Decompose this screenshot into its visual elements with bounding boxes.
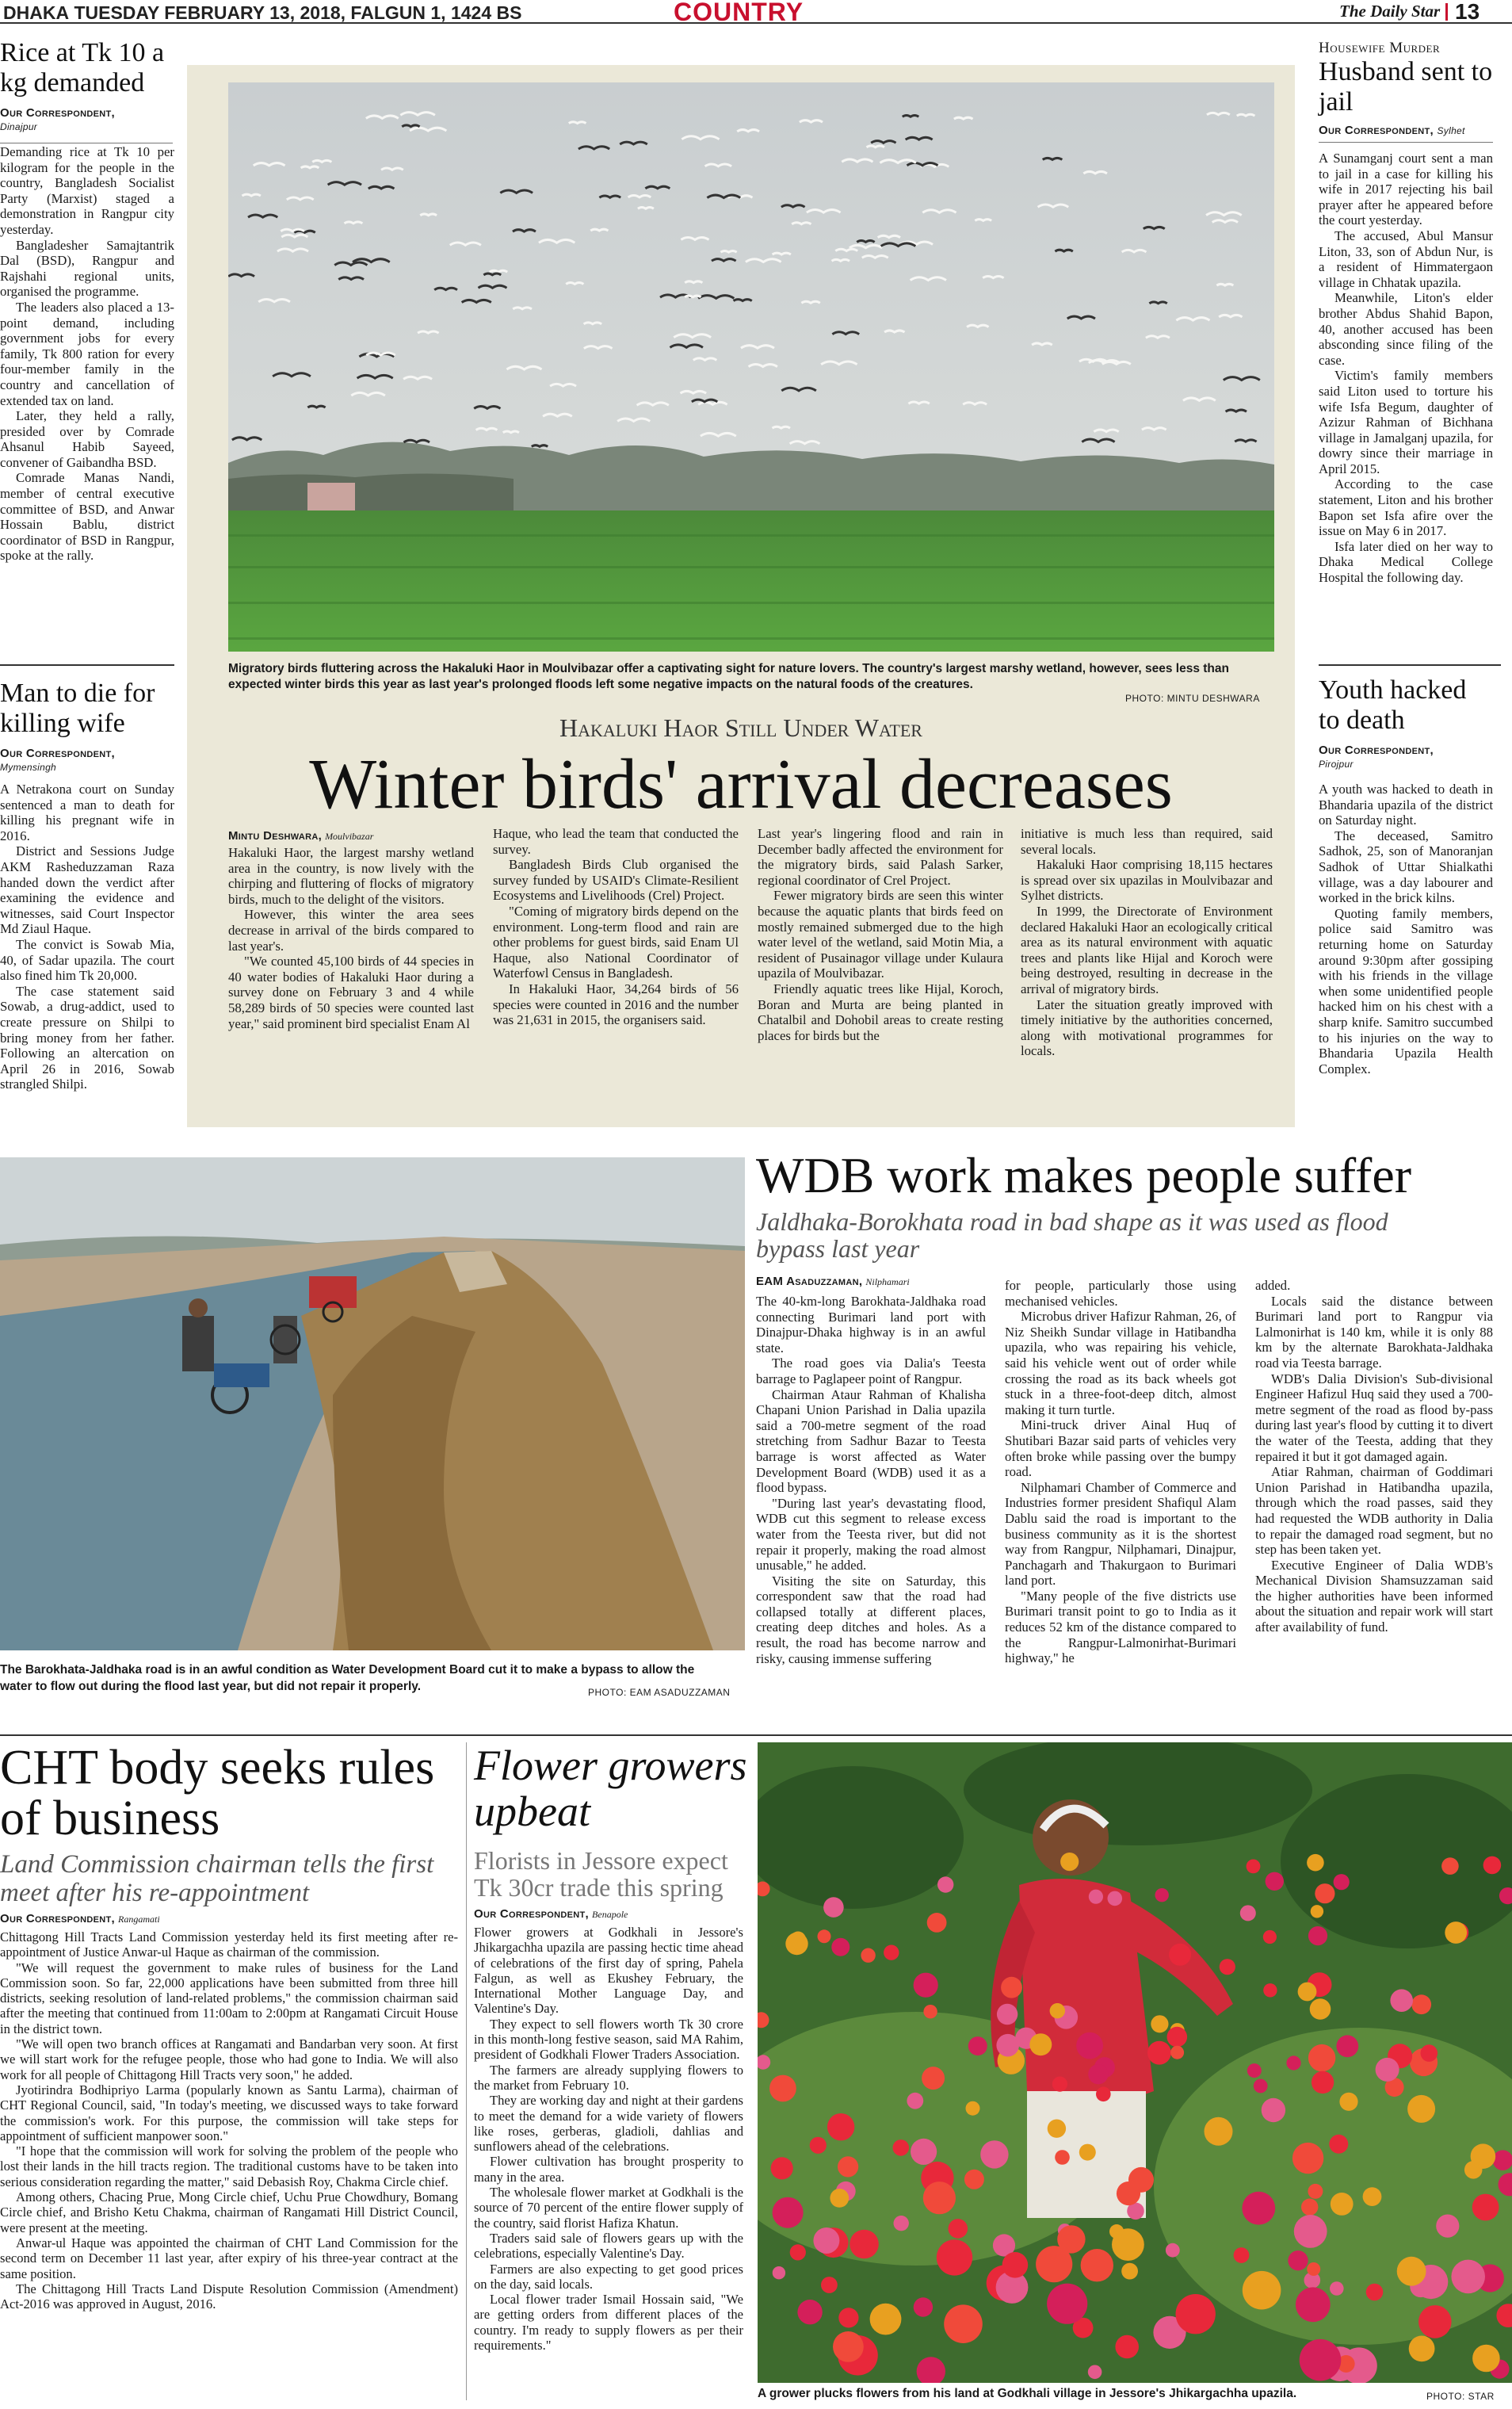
flower [1390,1989,1413,2012]
flower [1121,2263,1138,2280]
bird [801,301,819,303]
subhead: Jaldhaka-Borokhata road in bad shape as it was used as flood bypass last year [756,1207,1388,1263]
flower [1240,1905,1256,1921]
bird [503,431,519,433]
bird [638,208,654,209]
road-photo [0,1157,745,1650]
bird [685,296,701,297]
flower [1312,2071,1334,2094]
bird [532,445,548,447]
flower [1334,1874,1350,1890]
flower [1451,2260,1485,2294]
flower [1170,2046,1184,2059]
bird [773,426,791,428]
flower [1247,1860,1261,1874]
flower [1242,2192,1275,2225]
flower [1057,2225,1085,2253]
bird [566,283,583,285]
bird [490,270,508,272]
bird [590,229,608,231]
headline: Winter birds' arrival decreases [309,745,1173,824]
flower [1472,2194,1499,2221]
flower [1311,1905,1323,1918]
flower [1296,2287,1331,2322]
flower [830,2189,849,2208]
flower [914,1973,938,1998]
flower [1307,2262,1320,2276]
flower [831,1938,850,1956]
article-body: A Netrakona court on Sunday sentenced a man to death for killing his pregnant wife in 2016. District and Sessions Judge AKM Rasheduzzaman Raza handed down the verdict after examining the evidence and witnesses, said Court Inspector Md Ziaul Haque. The convict is Sowab Mia, 40, of Sadar upazila. The court also fined him Tk 20,000. The case statement said Sowab, a drug-addict, used to create pressure on Shilpi to bring money from her father. Following an altercation on April 26 in 2016, Sowab strangled Shilpi. [0,782,174,1092]
flower [1205,2117,1233,2146]
flower [1096,2087,1111,2102]
bird [734,300,752,301]
photo-caption: Migratory birds fluttering across the Hakaluki Haor in Moulvibazar offer a captivating sight for nature lovers. The country's largest marshy wetland, however, sees less than expected winter birds this year as last year's prolonged floods left some negative impacts on the natural foods of the creatures. [228,662,1229,691]
bird [1216,284,1233,285]
flower [850,2230,879,2259]
photo-credit: PHOTO: MINTU DESHWARA [1125,693,1260,704]
flower [964,2170,984,2189]
flower [1292,2143,1323,2174]
flower-grower-photo [758,1742,1512,2383]
flower [1001,1977,1022,1998]
flower [1047,2284,1087,2324]
headline: CHT body seeks rules of business [0,1741,435,1845]
flower [823,1897,844,1918]
distant-building [307,483,355,510]
flower [949,2219,968,2239]
bird [792,223,811,224]
flower [838,2156,858,2177]
article-body-col3: added. Locals said the distance between Burimari land port to Rangpur via Lalmonirhat is 140 km, while it is only 88 km by the alternate Barokhata-Jaldhaka road via Teesta barrage. WDB's Dalia Division's Sub-divisional Engineer Hafizul Huq said they used a 700-metre segment of the road as flood by-pass during last year's flood by cutting it to divert the water of the Teesta, adding that they repaired it but it got damaged again. Atiar Rahman, chairman of Goddimari Union Parishad in Hatibandha upazila, through which the road passes, said they had requested the WDB authority in Dalia to repair the damaged road segment, but no step has been taken yet. Executive Engineer of Dalia WDB's Mechanical Division Shamsuzzaman said the higher authorities have been informed about the situation and repair work will start after availability of fund. [1255,1278,1493,1635]
flower [818,1929,831,1943]
flower [1234,2247,1250,2263]
headline: Husband sent to jail [1319,57,1493,117]
flower [1115,2335,1139,2359]
flower [1262,2098,1285,2122]
flower [1050,2003,1065,2018]
flower [1339,2093,1357,2111]
bird [301,166,319,168]
article-body-col4: initiative is much less than required, said several locals. Hakaluki Haor comprising 18,115 hectares is spread over six upazilas in Moulvibazar and Sylhet districts. In 1999, the Directorate of Environment declared Hakaluki Haor an ecologically critical area as its natural environment with aquatic trees and plants like Hijal and Koroch were being destroyed, resulting in decrease in the arrival of migratory birds. Later the situation greatly improved with timely initiative by the authorities concerned, along with motivational programmes for locals. [1021,826,1273,1059]
flower [838,2308,858,2327]
flower [1243,2271,1281,2310]
bird [720,250,736,252]
bird [975,220,991,221]
flower [1294,2215,1327,2248]
section-title: COUNTRY [674,0,804,26]
flower [1471,2143,1496,2169]
flower [1002,2252,1029,2278]
flower [1167,2027,1188,2048]
flower [1308,2184,1323,2199]
flower [1336,2035,1358,2057]
flower [1052,2077,1067,2092]
flower [997,2004,1018,2025]
flower [1176,2294,1216,2334]
article-body-col2: Haque, who lead the team that conducted the survey. Bangladesh Birds Club organised the survey funded by USAID's Climate-Resilient Ecosystems and Livelihoods (Crel) Project. "Coming of migratory birds depend on the environment. Long-term flood and rain are other problems for guest birds, said Enam Ul Haque, also National Coordinator of Waterfowl Census in Bangladesh. In Hakaluki Haor, 34,264 birds of 56 species were counted in 2016 and the number was 21,631 in 2015, the organisers said. [493,826,739,1028]
flower [1407,2095,1435,2123]
flower [1307,1854,1324,1872]
flower [1079,2144,1096,2161]
flower [1301,2199,1318,2216]
bird [402,125,419,127]
photo-credit: PHOTO: EAM ASADUZZAMAN [588,1687,731,1698]
flower [1109,2224,1124,2239]
flower [1220,1959,1235,1975]
flower [773,2197,804,2228]
flower [922,2067,945,2090]
flower [1331,2193,1354,2216]
divider [0,1734,1512,1736]
article-body: A Sunamganj court sent a man to jail in a case for killing his wife in 2017 rejecting his bail prayer after he appeared before the court yesterday. The accused, Abul Mansur Liton, 33, son of Abdun Nur, is a resident of Himmatergaon village in Chhatak upazila. Meanwhile, Liton's elder brother Abdus Shahid Bapon, 40, another accused has been absconding since filing of the case. Victim's family members said Liton used to torture his wife Isfa Begum, daughter of Azizur Rahman of Bichhana village in Jamalganj upazila, for dowry since their marriage in April 2015. According to the case statement, Liton and his brother Bapon set Isfa afire over the issue on May 6 in 2017. Isfa later died on her way to Dhaka Medical College Hospital the following day. [1319,151,1493,586]
flower [1088,2064,1108,2084]
flower [769,2075,796,2102]
flower [1029,2033,1052,2055]
flower [821,2277,838,2293]
flower [1363,2187,1382,2206]
byline: Our Correspondent, Sylhet [1319,124,1465,137]
bird [1055,250,1072,251]
article-man-to-die [0,679,174,1092]
flower [907,2093,923,2109]
kicker: Housewife Murder [1319,40,1441,56]
byline: Our Correspondent, Rangamati [0,1912,160,1925]
flower-field-illustration [758,1742,1512,2383]
byline: Our Correspondent, Mymensingh [0,747,116,773]
birds-illustration [228,82,1274,652]
flower [1060,1853,1079,1871]
flower [1263,1983,1277,1997]
flower [1421,2044,1438,2062]
byline: Our Correspondent, Dinajpur [0,106,116,132]
flower [911,2139,937,2165]
page-number: 13 [1455,0,1480,24]
article-housewife [1319,40,1493,586]
flower [797,2300,822,2324]
flower [944,2304,983,2343]
flower [1366,2284,1384,2301]
bird [903,116,919,117]
bird [954,117,973,119]
flower [1441,1857,1459,1875]
article-rice [0,38,174,564]
divider [1319,664,1501,666]
bird [584,323,602,324]
headline: Man to die for killing wife [0,679,155,738]
flower [968,2036,987,2055]
flower [1151,2015,1168,2032]
flower [790,2244,806,2260]
flower [1298,1983,1317,2002]
bird [1149,302,1166,304]
flower [1411,1994,1431,2014]
headline: WDB work makes people suffer [756,1147,1412,1203]
flower [1117,2181,1140,2205]
article-body-col3: Last year's lingering flood and rain in December badly affected the environment for the migratory birds, said Palash Sarker, regional coordinator of Crel Project. Fewer migratory birds are seen this winter because the aquatic plants that birds feed on mostly remained submerged due to the high water level of the wetland, said Motin Mia, a resident of Pusainagor village under Kulaura upazila of Moulvibazar. Friendly aquatic trees like Hijal, Koroch, Boran and Murta are being planted in Chatalbil and Dohobil areas to create resting places for birds but the [758,826,1003,1043]
flower [1263,1930,1277,1944]
flower [1472,2345,1500,2373]
flower [923,2005,937,2018]
flower [827,2113,854,2140]
flower [937,2239,972,2275]
column-rule [466,1742,467,2400]
flower [1247,2063,1262,2078]
photo-caption: The Barokhata-Jaldhaka road is in an awful condition as Water Development Board cut it to make a bypass to allow the water to flow out during the flood last year, but did not repair it properly. [0,1663,695,1693]
flower [1310,1998,1331,2020]
photo-credit: PHOTO: STAR [1426,2391,1495,2402]
bird [1237,114,1255,116]
masthead [0,0,1512,24]
flower [1288,2250,1308,2270]
flower [1155,1888,1169,1902]
paper-logo: The Daily Star [1339,2,1441,21]
bird [420,214,437,216]
flower [1329,2135,1348,2154]
flower [1081,2249,1113,2281]
flower [894,2216,909,2231]
article-youth [1319,675,1493,1076]
flower [1315,1883,1334,1903]
flower [1308,1926,1327,1945]
byline: EAM Asaduzzaman, Nilphamari [756,1275,910,1288]
bird [1043,158,1063,159]
flower [1445,1921,1467,1944]
article-body-col1: The 40-km-long Barokhata-Jaldhaka road connecting Burimari land port with Dinajpur-Dhaka highway is in an awful state. The road goes via Dalia's Teesta barrage to Paglapeer point of Rangpur. Chairman Ataur Rahman of Khalisha Chapani Union Parishad in Dalia upazila said a 700-metre segment of the road stretching from Sadhur Bazar to Teesta barrage is worst affected as Water Development Board (WDB) used it as a flood bypass. "During last year's devastating flood, WDB cut this segment to release excess water from the Teesta river, but did not repair it properly, making the road almost unusable," he added. Visiting the site on Saturday, this correspondent saw that the road had collapsed totally at different places, creating deep ditches and holes. As a result, the road has become narrow and risky, causing immense suffering [756,1294,986,1666]
flower [810,2137,827,2154]
headline: Flower growers upbeat [474,1742,747,1835]
flower [927,1913,947,1933]
flower [1409,2336,1435,2362]
article-body: A youth was hacked to death in Bhandaria upazila of the district on Saturday night. The deceased, Samitro Sadhok, 25, son of Manoranjan Sadhok of Uttar Shialkathi village, was a day labourer and worked in the brick kilns. Quoting family members, police said Samitro was returning home on Saturday around 9:30pm after gossiping with his friends in the village when some unidentified people hacked him on his chest with a sharp knife. Samitro succumbed to his injuries on the way to Bhandaria Upazila Health Complex. [1319,782,1493,1076]
divider [0,664,174,666]
byline: Our Correspondent, Pirojpur [1319,744,1434,770]
flower [1330,2281,1344,2296]
flower [870,2304,902,2335]
flower [1055,2150,1070,2165]
flower [1076,2032,1103,2059]
bird [242,194,260,196]
flower [1436,2215,1459,2238]
flower [1147,2041,1171,2065]
article-body-col2: for people, particularly those using mechanised vehicles. Microbus driver Hafizur Rahman, 26, of Niz Sheikh Sundar village in Hatibandha upazila, who was repairing his vehicle, said his vehicle went out of order while crossing the road as its back wheels got stuck in a three-foot-deep ditch, almost making it turn turtle. Mini-truck driver Ainal Huq of Shutibari Bazar said parts of vehicles very often broke while passing over the bumpy road. Nilphamari Chamber of Commerce and Industries former president Shafiqul Alam Dablu said the road is important to the business community as it is the shortest way from Rangpur, Nilphamari, Dinajpur, Panchagarh and Thakurgaon to Burimari land port. "Many people of the five districts use Burimari transit point to go to India as it reduces 52 km of the distance compared to the Rangpur-Lalmonirhat-Burimari highway," he [1005,1278,1236,1666]
flower [1397,2257,1426,2286]
masthead-date: DHAKA TUESDAY FEBRUARY 13, 2018, FALGUN 1, 1424 BS [3,2,522,23]
bird [831,259,850,261]
flower [1286,2055,1300,2070]
flower [1089,1890,1103,1904]
bird [866,146,884,147]
flower [1483,1856,1502,1875]
headline: Youth hacked to death [1319,675,1467,735]
flower [833,2331,864,2362]
road-illustration [0,1157,745,1650]
flower [1166,2243,1180,2258]
flower [771,2157,793,2179]
article-body: Chittagong Hill Tracts Land Commission yesterday held its first meeting after re-appointment of Justice Anwar-ul Haque as chairman of the commission. "We will request the government to make rules of business for the Land Commission soon. So far, 22,000 applications have been submitted from three hill districts, seeking resolution of land-related problems," the commission chairman said after the meeting that continued from 11:00am to 2:00pm at Rangamati Circuit House in the district town. "We will open two branch offices at Rangamati and Bandarban very soon. At first we will start work for the refugee people, those who had gone to India. We will also work for all people of Chittagong Hill Tracts very soon," he added. Jyotirindra Bodhipriyo Larma (popularly known as Santu Larma), chairman of CHT Regional Council, said, "In today's meeting, we discussed ways to take forward the commission's work. For this purpose, the commission will take steps for appointment of sufficient manpower soon." "I hope that the commission will work for solving the problem of the people who lost their lands in the hill tracts region. The traditional customs have to be taken into serious consideration regarding the matter," said Debasish Roy, Chakma Circle chief. Among others, Chacing Prue, Mong Circle chief, Uchu Prue Chowdhury, Bomang Circle chief, and Brisho Ketu Chakma, chairman of Rangamati Hill District Council, were present at the meeting. Anwar-ul Haque was appointed the chairman of CHT Land Commission for the second term on December 11 last year, after expiry of his three-year contract at the same position. The Chittagong Hill Tracts Land Dispute Resolution Commission (Amendment) Act-2016 was approved in August, 2016. [0,1929,458,2312]
subhead: Florists in Jessore expect Tk 30cr trade this spring [474,1846,728,1902]
masthead-divider [1445,3,1448,21]
flower [893,2139,910,2156]
bird [307,406,325,407]
bird [344,222,362,224]
flower [1254,2079,1268,2094]
migratory-birds-photo [228,82,1274,652]
bird [483,273,501,275]
divider [1319,142,1493,143]
flower [1376,2058,1399,2082]
flower [1048,2120,1066,2138]
flower [923,2181,956,2214]
flower [861,1948,875,1963]
headline: Rice at Tk 10 a kg demanded [0,38,165,98]
flower [790,1932,806,1948]
byline: Mintu Deshwara, Moulvibazar [228,829,374,843]
flower [1088,2365,1102,2380]
subhead: Land Commission chairman tells the first meet after his re-appointment [0,1850,434,1907]
flower [1493,2150,1512,2170]
photo-caption: A grower plucks flowers from his land at Godkhali village in Jessore's Jhikargachha upazila. [758,2387,1297,2400]
flower [980,2140,1008,2168]
flower [773,2266,785,2279]
bird [513,308,532,309]
flower [1418,2305,1452,2338]
article-body-col1: Hakaluki Haor, the largest marshy wetland area in the country, is now lively with the chirping and fluttering of flocks of migratory birds, much to the delight of the visitors. However, this winter the area sees decrease in arrival of the birds compared to last year's. "We counted 45,100 birds of 44 species in 40 water bodies of Hakaluki Haor during a survey done on February 3 and 4 while 58,289 birds of 50 species were counted last year," said prominent bird specialist Enam Al [228,845,474,1031]
flower [1266,1872,1284,1891]
bird [773,253,791,254]
kicker: Hakaluki Haor Still Under Water [559,713,922,742]
flower [937,1876,953,1892]
article-body: Flower growers at Godkhali in Jessore's Jhikargachha upazila are passing hectic time ahead of celebrations of the first day of spring, Pahela Falgun, as well as Ekushey February, the International Mother Language Day, and Valentine's Day. They expect to sell flowers worth Tk 30 crore in this month-long festive season, said MA Rahim, president of Godkhali Flower Traders Association. The farmers are already supplying flowers to the market from February 10. They are working day and night at their gardens to meet the demand for a wide variety of flowers like roses, gerberas, gladioli, dahlias and sunflowers ahead of the celebrations. Flower cultivation has brought prosperity to many in the area. The wholesale flower market at Godkhali is the source of 70 percent of the entire flower supply of the country, said florist Hafiza Khatun. Traders said sale of flowers gears up with the celebrations, especially Valentine's Day. Farmers are also expecting to get good prices on the day, said locals. Local flower trader Ismail Hossain said, "We are getting orders from different places of the country. I'm ready to supply flowers as per their requirements." [474,1925,743,2354]
article-body: Demanding rice at Tk 10 per kilogram for the people in the country, Bangladesh Socialist Party (Marxist) staged a demonstration in Rangpur city yesterday. Bangladesher Samajtantrik Dal (BSD), Rangpur and Rajshahi regional units, organised the programme. The leaders also placed a 13-point demand, including government jobs for every family, Tk 800 ration for every four-member family in the country and cancellation of extended tax on land. Later, they held a rally, presided over by Comrade Ahsanul Habib Sayeed, convener of Gaibandha BSD. Comrade Manas Nandi, member of central executive committee of BSD, and Anwar Hossain Bablu, district coordinator of BSD in Rangpur, spoke at the rally. [0,144,174,564]
flower [813,2227,839,2254]
bird [685,281,702,283]
bird [569,122,586,124]
flower [914,2297,933,2316]
flower [884,1945,899,1960]
byline: Our Correspondent, Benapole [474,1907,628,1921]
bird [857,241,874,243]
flower [966,2101,980,2116]
flower [1308,2044,1335,2071]
flower [1108,1891,1123,1906]
flower [1169,1944,1191,1966]
flower [1300,2339,1342,2381]
bird [312,160,331,162]
